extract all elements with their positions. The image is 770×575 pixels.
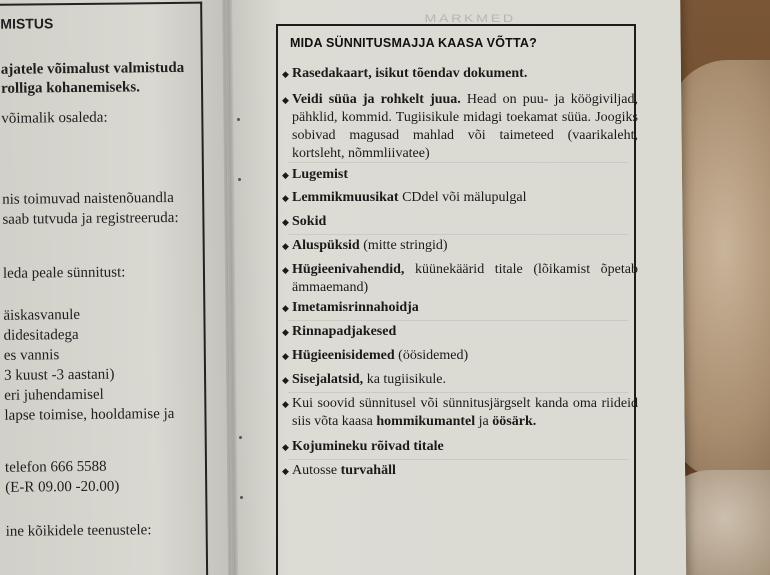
left-line: saab tutvuda ja registreeruda: bbox=[2, 209, 179, 228]
diamond-bullet-icon: ◆ bbox=[282, 265, 289, 275]
left-line: ajatele võimalust valmistuda bbox=[0, 59, 185, 78]
item-bold: Sisejalatsid, bbox=[292, 372, 364, 387]
list-item bbox=[282, 65, 638, 83]
left-line: (E-R 09.00 -20.00) bbox=[5, 478, 120, 496]
item-bold: Kojumineku rõivad titale bbox=[292, 439, 444, 454]
checklist-heading: MIDA SÜNNITUSMAJJA KAASA VÕTTA? bbox=[290, 36, 537, 50]
list-item bbox=[282, 213, 638, 231]
left-line: nis toimuvad naistenõuandla bbox=[2, 189, 174, 208]
item-text: ja bbox=[475, 414, 493, 429]
show-through-text: MÄRKMED bbox=[424, 13, 516, 25]
left-line: äiskasvanule bbox=[3, 306, 81, 324]
diamond-bullet-icon: ◆ bbox=[282, 217, 289, 227]
list-item bbox=[282, 395, 638, 431]
list-item bbox=[282, 261, 638, 297]
diamond-bullet-icon: ◆ bbox=[282, 69, 289, 79]
faint-rule bbox=[288, 234, 628, 235]
diamond-bullet-icon: ◆ bbox=[282, 375, 289, 385]
faint-rule bbox=[288, 162, 628, 163]
item-text: küünekäärid titale (lõikamist õpetab ämmaemand) bbox=[292, 262, 638, 295]
list-item bbox=[282, 347, 638, 365]
item-bold: Lugemist bbox=[292, 167, 348, 182]
item-bold: Imetamisrinnahoidja bbox=[292, 300, 419, 315]
diamond-bullet-icon: ◆ bbox=[282, 95, 289, 105]
left-line: 3 kuust -3 aastani) bbox=[3, 366, 115, 384]
diamond-bullet-icon: ◆ bbox=[282, 241, 289, 251]
item-bold: Hügieenivahendid, bbox=[292, 262, 405, 277]
faint-rule bbox=[288, 392, 628, 393]
diamond-bullet-icon: ◆ bbox=[282, 303, 289, 313]
staple-mark bbox=[240, 496, 243, 499]
staple-mark bbox=[237, 118, 240, 121]
left-line: didesitadega bbox=[3, 326, 79, 344]
list-item bbox=[282, 91, 638, 163]
item-bold: turvahäll bbox=[340, 463, 396, 478]
item-bold: Aluspüksid bbox=[292, 238, 360, 253]
left-heading: MISTUS bbox=[0, 15, 54, 32]
item-text: Kui soovid sünnitusel või sünnitusjärgselt kanda oma riideid siis võta kaasa bbox=[292, 396, 638, 429]
diamond-bullet-icon: ◆ bbox=[282, 466, 289, 476]
left-line: ine kõikidele teenustele: bbox=[5, 522, 152, 540]
item-bold: Veidi süüa ja rohkelt juua. bbox=[292, 92, 461, 107]
left-line: rolliga kohanemiseks. bbox=[0, 79, 141, 97]
list-item bbox=[282, 189, 638, 207]
diamond-bullet-icon: ◆ bbox=[282, 327, 289, 337]
left-line: telefon 666 5588 bbox=[4, 458, 107, 476]
list-item bbox=[282, 438, 638, 456]
diamond-bullet-icon: ◆ bbox=[282, 442, 289, 452]
list-item bbox=[282, 323, 638, 341]
item-bold: Hügieenisidemed bbox=[292, 348, 395, 363]
list-item bbox=[282, 371, 638, 389]
left-line: võimalik osaleda: bbox=[1, 109, 108, 127]
left-line: es vannis bbox=[3, 347, 60, 364]
diamond-bullet-icon: ◆ bbox=[282, 399, 289, 409]
item-text: (mitte stringid) bbox=[359, 238, 448, 253]
list-item bbox=[282, 462, 638, 480]
item-bold: öösärk. bbox=[492, 414, 537, 429]
item-bold: Lemmikmuusikat bbox=[292, 190, 399, 205]
diamond-bullet-icon: ◆ bbox=[282, 170, 289, 180]
left-line: eri juhendamisel bbox=[4, 386, 104, 404]
staple-mark bbox=[239, 436, 242, 439]
item-text: ka tugiisikule. bbox=[363, 372, 447, 387]
item-text: Autosse bbox=[292, 463, 341, 478]
faint-rule bbox=[288, 320, 628, 321]
diamond-bullet-icon: ◆ bbox=[282, 351, 289, 361]
item-bold: Rinnapadjakesed bbox=[292, 324, 397, 339]
item-bold: Rasedakaart, isikut tõendav dokument. bbox=[292, 66, 528, 81]
diamond-bullet-icon: ◆ bbox=[282, 193, 289, 203]
item-text: CDdel või mälupulgal bbox=[398, 190, 527, 205]
item-text: Head on puu- ja köögiviljad, pähklid, kommid. Tugiisikule midagi toekamat süüa. Joogiks sobivad magusad mahlad või taimeteed (vaarikaleht, kortsleht, nõmmliivatee) bbox=[292, 92, 638, 161]
left-line: lapse toimise, hooldamise ja bbox=[4, 405, 175, 424]
list-item bbox=[282, 237, 638, 255]
staple-mark bbox=[238, 178, 241, 181]
item-bold: hommikumantel bbox=[376, 414, 476, 429]
item-text: (öösidemed) bbox=[394, 348, 469, 363]
item-bold: Sokid bbox=[292, 214, 327, 229]
left-line: leda peale sünnitust: bbox=[2, 264, 126, 282]
list-item bbox=[282, 299, 638, 317]
faint-rule bbox=[288, 459, 628, 460]
list-item bbox=[282, 166, 638, 184]
